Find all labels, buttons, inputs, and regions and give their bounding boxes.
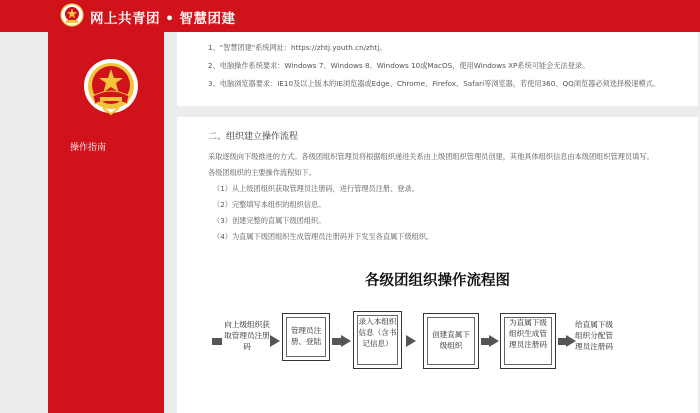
flow-arrow (270, 335, 280, 347)
youth-league-badge-icon (83, 56, 139, 118)
step-item: （2）完整填写本组织的组织信息。 (213, 200, 326, 209)
top-header-bar (0, 0, 700, 32)
flow-arrow (406, 335, 416, 347)
youth-league-logo-icon (60, 3, 84, 27)
site-title[interactable]: 网上共青团 • 智慧团建 (90, 11, 236, 27)
flow-node-text: 管理员注册、登陆 (290, 326, 322, 346)
process-card (177, 117, 698, 413)
flow-arrow (341, 335, 351, 347)
flow-node-text: 向上级组织获取管理员注册码 (224, 320, 270, 351)
section-paragraph: 采取逐级向下级推进的方式。各级团组织管理员将根据组织递进关系由上级团组织管理员创建，其他具体组织信息由本级团组织管理员填写。 (208, 152, 654, 161)
section-title: 二、组织建立操作流程 (208, 132, 299, 142)
flow-node-text: 录入本组织信息（含书记信息） (358, 317, 397, 348)
flow-node-text: 为直属下级组织生成管理员注册码 (509, 318, 547, 349)
flow-node-text: 给直属下级组织分配管理员注册码 (575, 320, 613, 351)
sidebar (48, 32, 164, 413)
flow-node-text: 创建直属下级组织 (432, 330, 470, 350)
requirements-card (177, 32, 698, 106)
step-item: （4）为直属下级团组织生成管理员注册码并下发至各直属下级组织。 (213, 232, 434, 241)
requirement-url: 1、"智慧团建"系统网址：https://zhtj.youth.cn/zhtj。 (208, 43, 387, 52)
requirement-browser: 3、电脑浏览器要求：IE10及以上版本的IE浏览器或Edge、Chrome、Firefox、Safari等浏览器，若使用360、QQ浏览器必须选择极速模式。 (208, 79, 661, 88)
section-paragraph: 各级团组织的主要操作流程如下。 (208, 168, 316, 177)
step-item: （1）从上级团组织获取管理员注册码，进行管理员注册、登录。 (213, 184, 419, 193)
flow-arrow (489, 335, 499, 347)
step-item: （3）创建完整的直属下级团组织。 (213, 216, 326, 225)
sidebar-item-guide[interactable]: 操作指南 (70, 143, 107, 153)
requirement-os: 2、电脑操作系统要求：Windows 7、Windows 8、Windows 10或MacOS，使用Windows XP系统可能会无法登录。 (208, 61, 590, 70)
flow-arrow (212, 338, 222, 345)
flowchart-title: 各级团组织操作流程图 (365, 272, 510, 289)
